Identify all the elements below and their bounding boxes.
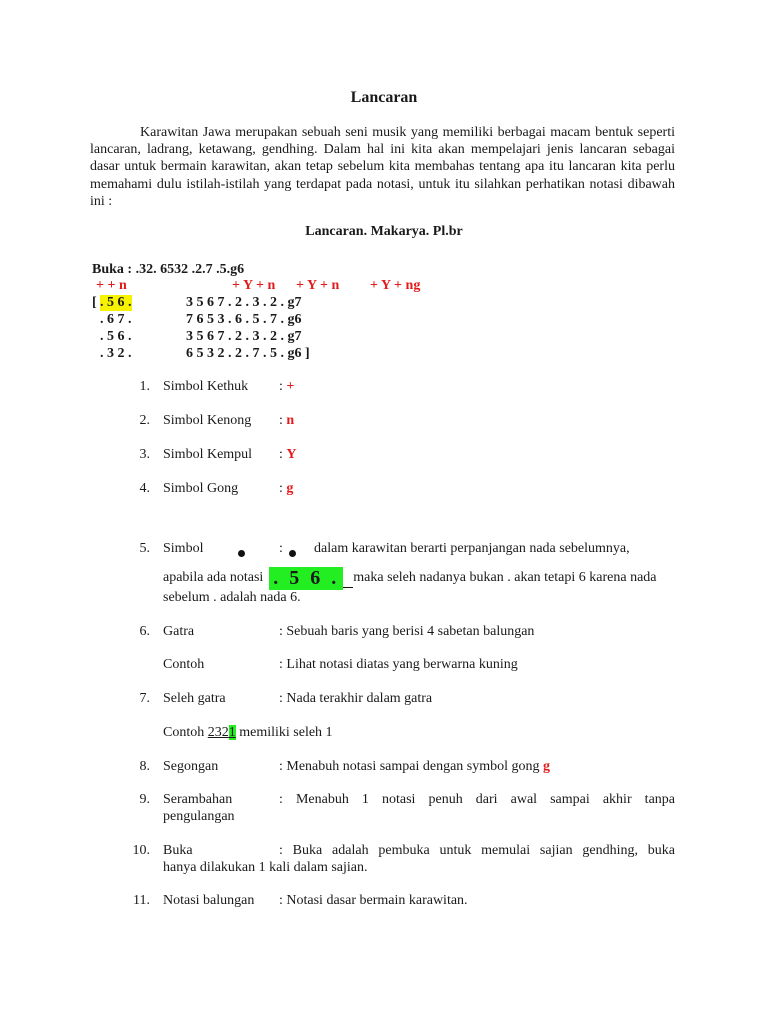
item-text-cont: pengulangan (163, 809, 235, 824)
notation-row: 3 5 6 7 . 2 . 3 . 2 . g7 (186, 329, 302, 344)
item-text: : Nada terakhir dalam gatra (279, 691, 433, 706)
item-number: 3. (139, 447, 150, 462)
contoh-line (163, 725, 333, 741)
item-text: : Menabuh 1 notasi penuh dari awal sampai akhir tanpa (279, 792, 675, 807)
item-label: Segongan (163, 759, 219, 774)
separator: : (279, 447, 287, 462)
item-text: : Menabuh notasi sampai dengan symbol gong g (279, 759, 551, 774)
item-number: 8. (139, 759, 150, 774)
gong-symbol: g (286, 481, 294, 496)
item-number: 11. (133, 893, 150, 908)
underline (343, 587, 353, 588)
symbol-row-4: + Y + ng (370, 278, 421, 293)
item-label: Serambahan (163, 792, 233, 807)
gatra-highlight: . 5 6 . (100, 295, 132, 310)
notation-row: 7 6 5 3 . 6 . 5 . 7 . g6 (186, 312, 302, 327)
underlined-notation: 232 (207, 725, 229, 740)
item5-description: dalam karawitan berarti perpanjangan nada sebelumnya, (314, 541, 630, 556)
notation-gatra: . 3 2 . (100, 346, 132, 361)
item-number: 2. (139, 413, 150, 428)
open-bracket: [ (92, 295, 97, 310)
song-title: Lancaran. Makarya. Pl.br (305, 224, 463, 239)
seleh-highlight: 1 (228, 725, 236, 740)
gong-symbol: g (543, 759, 551, 774)
item-number: 7. (139, 691, 150, 706)
buka-line: Buka : .32. 6532 .2.7 .5.g6 (92, 262, 245, 277)
item-label: Simbol Kenong (163, 413, 252, 428)
item-text-cont: hanya dilakukan 1 kali dalam sajian. (163, 860, 368, 875)
symbol-row-1: + + n (96, 278, 127, 293)
item-text: : Notasi dasar bermain karawitan. (279, 893, 468, 908)
item-number: 9. (139, 792, 150, 807)
page-title: Lancaran (350, 89, 418, 106)
item-text: : Buka adalah pembuka untuk memulai sajian gendhing, buka (279, 843, 675, 858)
intro-paragraph: Karawitan Jawa merupakan sebuah seni musik yang memiliki berbagai macam bentuk seperti lancaran, ladrang, ketawang, gendhing. Dalam hal ini kita akan mempelajari jenis lancaran sebagai dasar untuk bermain karawitan, akan tetap sebelum kita membahas tentang apa itu lancaran kita perlu memahami dulu istilah-istilah yang terdapat pada notasi, untuk itu silahkan perhatikan notasi dibawah ini : (90, 125, 675, 209)
item-text: : Sebuah baris yang berisi 4 sabetan balungan (279, 624, 535, 639)
item-label: Buka (163, 843, 193, 858)
item-label: Simbol Kempul (163, 447, 253, 462)
item-number: 10. (132, 843, 150, 858)
item-number: 4. (139, 481, 150, 496)
notation-row: 3 5 6 7 . 2 . 3 . 2 . g7 (186, 295, 302, 310)
item-label: Seleh gatra (163, 691, 226, 706)
item-label: Gatra (163, 624, 195, 639)
kempul-symbol: Y (286, 447, 297, 462)
separator: : (279, 481, 287, 496)
contoh-text: : Lihat notasi diatas yang berwarna kuning (279, 657, 518, 672)
dot-symbol-icon (238, 546, 245, 562)
item5-line2 (163, 564, 675, 592)
item-number: 6. (139, 624, 150, 639)
item5-text: maka seleh nadanya bukan . akan tetapi 6 karena nada (353, 570, 657, 585)
separator: : (279, 413, 287, 428)
separator: : (279, 379, 287, 394)
item5-line3: sebelum . adalah nada 6. (163, 590, 301, 605)
item-label: Notasi balungan (163, 893, 255, 908)
notation-gatra: . 6 7 . (100, 312, 132, 327)
notation-gatra: . 5 6 . (100, 329, 132, 344)
item-label: Simbol Kethuk (163, 379, 249, 394)
item-number: 1. (139, 379, 150, 394)
kenong-symbol: n (286, 413, 295, 428)
separator: : (279, 541, 283, 556)
item-label: Simbol Gong (163, 481, 239, 496)
symbol-row-2: + Y + n (232, 278, 276, 293)
dot-symbol-icon (289, 546, 296, 562)
contoh-label: Contoh (163, 725, 208, 740)
item5-text: apabila ada notasi (163, 570, 264, 585)
kethuk-symbol: + (286, 379, 295, 394)
highlighted-notation: . 5 6 . (269, 567, 343, 590)
symbol-row-3: + Y + n (296, 278, 340, 293)
item-number: 5. (139, 541, 150, 556)
contoh-label: Contoh (163, 657, 205, 672)
notation-row: 6 5 3 2 . 2 . 7 . 5 . g6 ] (186, 346, 310, 361)
item-label: Simbol (163, 541, 204, 556)
contoh-text: memiliki seleh 1 (235, 725, 333, 740)
